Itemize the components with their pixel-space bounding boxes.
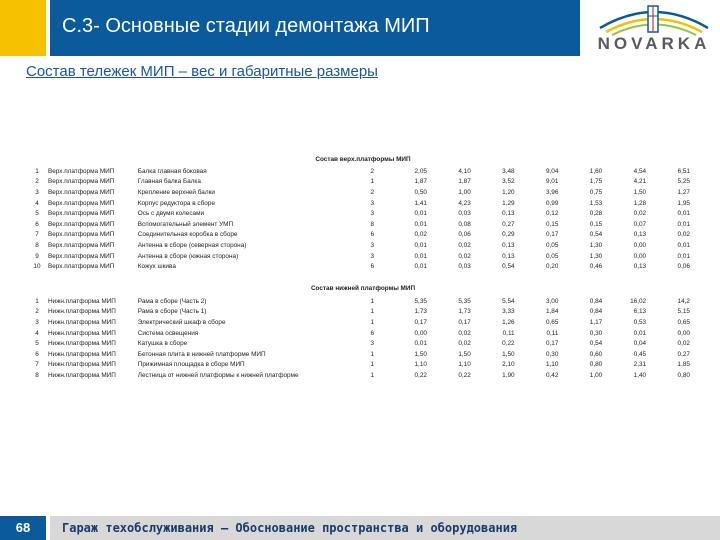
table-cell: 0,11 [546, 329, 559, 337]
table-row [28, 208, 698, 219]
table-cell: 5 [35, 340, 39, 348]
table-cell: 0,65 [545, 318, 559, 326]
table-cell: Крепление верхней балки [137, 188, 215, 196]
table-cell: 0,01 [677, 220, 690, 228]
table-cell: Нижн.платформа МИП [47, 318, 116, 326]
page-number: 68 [0, 516, 46, 540]
table-cell: 0,01 [414, 210, 427, 218]
table-row [28, 307, 698, 318]
table-cell: Нижн.платформа МИП [47, 371, 116, 379]
table-cell: 0,27 [502, 220, 515, 228]
table-cell: Электрический шкаф в сборе [137, 318, 226, 326]
table-row [28, 187, 698, 198]
table-cell: 5,15 [677, 308, 690, 316]
table-cell: 0,02 [458, 241, 471, 249]
table-cell: 0,00 [633, 252, 647, 260]
table-cell: 5,25 [677, 178, 690, 186]
table-cell: 1,73 [414, 308, 427, 316]
table-cell: 0,50 [414, 188, 427, 196]
table-cell: 0,54 [589, 340, 603, 348]
table-cell: 0,99 [545, 199, 559, 207]
components-table [28, 152, 698, 381]
table-cell: 0,02 [633, 210, 647, 218]
header-accent-block [0, 0, 46, 56]
table-cell: 6,51 [677, 167, 690, 175]
table-cell: 0,80 [589, 361, 603, 369]
table-cell: 7 [35, 361, 39, 369]
table-row [28, 317, 698, 328]
table-cell: 1,87 [458, 178, 471, 186]
table-row [28, 370, 698, 381]
table-section-header [28, 152, 698, 166]
table-row [28, 177, 698, 188]
table-cell: 1,75 [589, 178, 603, 186]
table-row [28, 338, 698, 349]
table-cell: 5,35 [414, 297, 427, 305]
table-cell: 1,90 [502, 371, 515, 379]
table-cell: 3,33 [502, 308, 515, 316]
table-cell: 0,00 [414, 329, 427, 337]
table-cell: Верх.платформа МИП [47, 263, 115, 271]
table-cell: 1,73 [458, 308, 471, 316]
table-cell: Верх.платформа МИП [47, 220, 115, 228]
table-cell: 1 [35, 297, 39, 305]
table-cell: 0,04 [633, 340, 647, 348]
table-cell: 0,84 [589, 297, 603, 305]
table-cell: 1,84 [545, 308, 559, 316]
table-cell: Ось с двумя колесами [137, 210, 205, 218]
table-cell: 0,65 [677, 318, 690, 326]
table-cell: 4,21 [633, 178, 647, 186]
table-cell: 1,26 [502, 318, 515, 326]
table-cell: 0,01 [414, 241, 427, 249]
table-cell: 0,13 [633, 263, 647, 271]
table-cell: 0,02 [458, 340, 471, 348]
table-cell: 0,01 [414, 263, 427, 271]
table-cell: Антенна в сборе (южная сторона) [137, 252, 239, 260]
table-row [28, 166, 698, 177]
table-cell: Верх.платформа МИП [47, 167, 115, 175]
table-cell: 1 [370, 297, 375, 305]
table-cell: 0,60 [589, 350, 603, 358]
table-cell: 0,30 [589, 329, 603, 337]
table-cell: 0,17 [414, 318, 427, 326]
table-cell: 1,87 [414, 178, 427, 186]
table-cell: 3 [370, 199, 375, 207]
table-cell: 16,02 [630, 297, 647, 305]
table-cell: 6 [370, 231, 375, 239]
table-cell: 0,02 [677, 340, 690, 348]
table-row [28, 240, 698, 251]
table-cell: 0,13 [502, 241, 515, 249]
table-cell: Верх.платформа МИП [47, 188, 115, 196]
table-cell: 0,13 [502, 210, 515, 218]
table-cell: 4 [35, 199, 39, 207]
table-cell: 0,75 [589, 188, 603, 196]
table-cell: 1,27 [677, 188, 690, 196]
table-cell: 1 [370, 371, 375, 379]
table-cell: 0,27 [677, 350, 690, 358]
table-cell: 0,84 [589, 308, 603, 316]
table-cell: 0,01 [677, 210, 690, 218]
table-cell: 0,22 [458, 371, 471, 379]
table-cell: 0,42 [545, 371, 559, 379]
table-cell: 0,30 [545, 350, 559, 358]
table-cell: 0,80 [677, 371, 690, 379]
table-cell: 0,05 [545, 252, 559, 260]
table-cell: 1,60 [589, 167, 603, 175]
table-cell: Рама в сборе (Часть 2) [137, 297, 207, 305]
table-cell: 3 [35, 188, 39, 196]
table-cell: Верх.платформа МИП [47, 252, 115, 260]
table-cell: Нижн.платформа МИП [47, 297, 116, 305]
table-cell: 5,35 [458, 297, 471, 305]
table-cell: 2 [35, 308, 39, 316]
table-cell: 3,00 [545, 297, 559, 305]
table-cell: 6 [370, 263, 375, 271]
table-cell: 6,13 [633, 308, 647, 316]
table-cell: 1,29 [502, 199, 515, 207]
table-cell: Корпус редуктора в сборе [137, 199, 215, 207]
table-cell: 1 [370, 308, 375, 316]
table-cell: 1,53 [589, 199, 603, 207]
table-cell: 5,54 [502, 297, 515, 305]
table-cell: 0,02 [677, 231, 690, 239]
table-cell: 0,46 [589, 263, 603, 271]
table-cell: 4,23 [458, 199, 471, 207]
table-cell: 0,01 [414, 340, 427, 348]
table-cell: Прижимная площадка в сборе МИП [137, 361, 245, 369]
table-cell: 6 [35, 350, 39, 358]
table-cell: 0,22 [414, 371, 427, 379]
table-cell: 3 [370, 252, 375, 260]
table-cell: 1,50 [502, 350, 515, 358]
table-row [28, 230, 698, 241]
table-cell: 2 [370, 188, 375, 196]
table-cell: 3 [370, 241, 375, 249]
table-cell: 9 [35, 252, 39, 260]
table-cell: 8 [370, 220, 375, 228]
table-row [28, 251, 698, 262]
table-cell: 0,06 [458, 231, 471, 239]
table-cell: 1,41 [414, 199, 427, 207]
table-cell: 3 [370, 340, 375, 348]
table-cell: 0,53 [633, 318, 647, 326]
table-cell: 0,13 [502, 252, 515, 260]
table-cell: Антенна в сборе (северная сторона) [137, 241, 247, 249]
table-cell: Верх.платформа МИП [47, 241, 115, 249]
table-cell: Соединительная коробка в сборе [137, 231, 238, 239]
table-cell: 1,50 [458, 350, 471, 358]
title-bar [50, 0, 580, 56]
table-row [28, 296, 698, 307]
table-cell: Бетонная плита в нижней платформе МИП [137, 350, 266, 358]
table-cell: 0,13 [633, 231, 647, 239]
table-cell: 1,30 [589, 241, 603, 249]
table-cell: 1,10 [545, 361, 559, 369]
table-cell: 0,00 [677, 329, 690, 337]
table-cell: 2,10 [502, 361, 515, 369]
table-cell: 0,02 [414, 231, 427, 239]
table-cell: 1 [370, 318, 375, 326]
table-cell: Главная балка Балка [137, 178, 201, 186]
table-cell: 0,08 [458, 220, 471, 228]
table-row [28, 360, 698, 371]
table-cell: 0,01 [414, 220, 427, 228]
table-cell: 1,20 [502, 188, 515, 196]
table-cell: Нижн.платформа МИП [47, 340, 116, 348]
novarka-logo [592, 2, 716, 54]
table-cell: 4,10 [458, 167, 471, 175]
table-cell: Нижн.платформа МИП [47, 361, 116, 369]
table-cell: 0,06 [677, 263, 690, 271]
table-cell: 3 [370, 210, 375, 218]
section-gap [28, 272, 698, 282]
table-cell: 0,03 [458, 263, 471, 271]
table-cell: 0,02 [458, 252, 471, 260]
table-cell: Верх.платформа МИП [47, 210, 115, 218]
table-cell: 0,20 [545, 263, 559, 271]
table-cell: 2,05 [414, 167, 427, 175]
table-cell: 1,10 [414, 361, 427, 369]
logo-emblem-icon [592, 2, 716, 36]
table-cell: Система освещения [137, 329, 199, 337]
table-cell: 0,17 [545, 231, 559, 239]
table-cell: Балка главная боковая [137, 167, 207, 175]
footer-text: Гараж техобслуживания – Обоснование пространства и оборудования [62, 521, 518, 535]
table-row [28, 328, 698, 339]
table-cell: 0,54 [502, 263, 515, 271]
table-section-header [28, 282, 698, 296]
logo-text: NOVARKA [597, 34, 711, 53]
table-cell: 8 [35, 241, 39, 249]
table-cell: 1,10 [458, 361, 471, 369]
table-cell: 0,29 [502, 231, 515, 239]
table-cell: 0,17 [458, 318, 471, 326]
table-cell: Вспомогательный элемент УМП [137, 220, 234, 228]
table-cell: 8 [35, 371, 39, 379]
table-cell: 0,45 [633, 350, 647, 358]
table-cell: 10 [33, 263, 41, 271]
table-cell: 1 [370, 350, 375, 358]
table-cell: 0,15 [589, 220, 603, 228]
table-cell: 1,85 [677, 361, 690, 369]
table-cell: 6 [370, 329, 375, 337]
table-cell: Верх.платформа МИП [47, 199, 115, 207]
table-cell: 0,17 [545, 340, 559, 348]
table-cell: 1,40 [633, 371, 647, 379]
table-cell: 1 [370, 178, 375, 186]
table-cell: 5 [35, 210, 39, 218]
table-cell: 1,50 [633, 188, 647, 196]
table-cell: 0,28 [589, 210, 603, 218]
table-cell: 3,48 [502, 167, 515, 175]
page-title: С.3- Основные стадии демонтажа МИП [62, 15, 430, 37]
table-cell: 2,31 [633, 361, 647, 369]
table-cell: 3 [35, 318, 39, 326]
table-cell: 0,05 [545, 241, 559, 249]
table-cell: 4,54 [633, 167, 647, 175]
table-cell: Нижн.платформа МИП [47, 350, 116, 358]
table-cell: Нижн.платформа МИП [47, 308, 116, 316]
table-cell: 7 [35, 231, 39, 239]
table-cell: 0,00 [633, 241, 647, 249]
slide-subtitle: Состав тележек МИП – вес и габаритные размеры [26, 63, 378, 80]
table-row [28, 198, 698, 209]
table-cell: 4 [35, 329, 39, 337]
table-cell: 0,15 [545, 220, 559, 228]
table-cell: 0,01 [414, 252, 427, 260]
table-cell: 6 [35, 220, 39, 228]
table-cell: Верх.платформа МИП [47, 231, 115, 239]
table-row [28, 219, 698, 230]
table-cell: Кожух шкива [137, 263, 176, 271]
table-cell: 3,52 [502, 178, 515, 186]
table-cell: 0,01 [633, 329, 647, 337]
table-cell: 1 [370, 361, 375, 369]
table-cell: 1,28 [633, 199, 647, 207]
section-title: Состав верх.платформы МИП [315, 155, 411, 163]
footer-bar [50, 516, 720, 540]
table-cell: 1,17 [589, 318, 603, 326]
table-row [28, 349, 698, 360]
table-cell: 2 [35, 178, 39, 186]
table-cell: 1,00 [458, 188, 471, 196]
table-cell: 1 [35, 167, 39, 175]
table-cell: 0,12 [545, 210, 559, 218]
table-cell: 1,30 [589, 252, 603, 260]
table-cell: 0,07 [633, 220, 647, 228]
table-cell: Верх.платформа МИП [47, 178, 115, 186]
table-cell: Рама в сборе (Часть 1) [137, 308, 207, 316]
table-cell: Катушка в сборе [137, 340, 188, 348]
table-cell: 0,11 [502, 329, 515, 337]
table-cell: 0,03 [458, 210, 471, 218]
table-cell: 1,95 [677, 199, 690, 207]
table-cell: 0,22 [502, 340, 515, 348]
table-cell: Нижн.платформа МИП [47, 329, 116, 337]
table-cell: 0,54 [589, 231, 603, 239]
table-cell: Лестница от нижней платформы к нижней платформе [137, 371, 299, 379]
table-cell: 14,2 [677, 297, 690, 305]
table-cell: 0,01 [677, 241, 690, 249]
table-cell: 0,02 [458, 329, 471, 337]
table-cell: 2 [370, 167, 375, 175]
table-cell: 1,00 [589, 371, 603, 379]
table-cell: 9,01 [545, 178, 559, 186]
table-cell: 9,04 [545, 167, 559, 175]
table-cell: 0,01 [677, 252, 690, 260]
table-cell: 1,50 [414, 350, 427, 358]
table-row [28, 261, 698, 272]
section-title: Состав нижней платформы МИП [310, 285, 416, 293]
table-cell: 3,96 [545, 188, 559, 196]
